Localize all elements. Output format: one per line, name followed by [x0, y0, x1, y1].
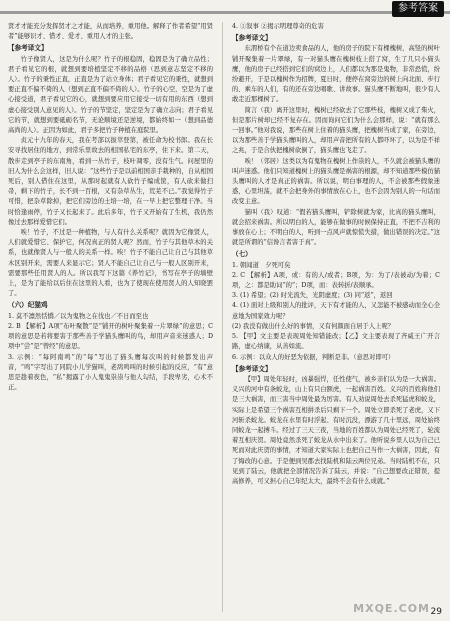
paragraph: 1. 朝闻道 夕死可矣 [232, 261, 291, 269]
paragraph: 简言（我）离开这里时，槐树已经砍去了它那些枝，槐树又成了柴火，但是那片树却已经不复存在。因而询问它们为什么会那样，说：“就有那么一回事。”他对我说，那些在树上住着的猫头鹰，把槐树当成了家，在旁边，以为那些善于学猫头鹰叫的人，却用声音把所有的人都吓坏了，以为是不祥之兆，于是合伙把槐树砍倒了，猫头鹰也飞走了。 [232, 106, 440, 155]
paragraph: 东渭桥有个在道边卖食品的人，他的房子的院下有棵槐树，高竖的树叶铺开聚集着一片翠绿，有一对猫头鹰在槐树枝上搭了窝，生了几只小猫头鹰，他的房子已经搭到它们的窝边上，人们都以为那是鬼物，非常恐慌，纷纷避开，于是以槐树作为招牌，夏日时，便停在窝旁边的树上向北面、步行的、乘车的人们，有的还在旁边唱歌、讲故事。猫头鹰不断地叫，很少有人敢走近那棵树了。 [232, 45, 440, 104]
section-heading: （六）纪猫鸡 [8, 301, 48, 310]
paragraph: 贞元十九年的春天，我在考部以拔萃登第，被任命为校书郎。我在长安寻找居住的地方，到常乐里故去的相国私宅的东亭，住下来。第二天，散步走到亭子的东南角，看到一丛竹子，枝叶凋零，没有生气。问屋里的旧人为什么会这样，旧人说：“这些竹子是以前相国亲手栽种的，自从相国死后，别人借住在这里，从那时起就有人砍竹子编成筐，有人砍来做扫帚，剩下的竹子，长不到一百根，又有杂草丛生，荒芜不已。”我觉得竹子可惜，把杂草除掉，把它们旁边的土培一培，在一早上把它整理干净。当时恰逢雨停，竹子又长起来了。此后多年，竹子又开始有了生机，我仍然像过去那样爱惜它们。 [8, 137, 213, 226]
paragraph: 贤才才能充分发挥贤才之才能，从而培养、重用他。解释了作者希望“用贤者”能够识才、惜才、爱才、重用人才的主张。 [8, 23, 213, 41]
paragraph: 3. 示例：“每阿南鸣”的“每”写出了猫头鹰每次叫的时候都发出声音，“鸣”字写出了同院小儿学猫叫，老鸹鸣叫的时候引起的反应，“有”意思是趁着夜色，“私”揭露了小人鬼鬼祟祟与他人勾结，手段卑劣，心术不正。 [8, 353, 213, 392]
section-heading: 【参考译文】 [8, 44, 48, 53]
answer-section-label: 参考答案 [392, 1, 444, 17]
top-header-bar [0, 0, 450, 20]
section-heading: 【参考译文】 [232, 34, 272, 43]
paragraph: 4. (1) 面对上级和别人的批评，天下有才能的人，又怎能不被感动而全心全意地为国家效力呢？ [232, 302, 440, 320]
paragraph: 5. 【甲】文主要是表现周处知错能改；【乙】文主要表现了齐威王广开言路，虚心纳谏，从善如流。 [232, 333, 440, 351]
left-column [8, 22, 213, 393]
paragraph: 3. (1) 希望；(2) 时光流失，光阴虚度；(3) 同“返”，返回 [232, 292, 393, 300]
paragraph: 【甲】周处年轻时，凶暴强悍，任性使气，被乡亲们认为是一大祸害。义兴的河中有条蛟龙，山上有只白额虎，一起祸害百姓。义兴的百姓称他们是三大祸害，而三害当中周处最为厉害。有人劝说周处去杀死猛虎和蛟龙，实际上是希望三个祸害互相拼杀后只剩下一个。周处立即杀死了老虎，又下河斩杀蛟龙。蛟龙在水里有时浮起、有时沉没，漂游了几十里远，周处始终同蛟龙一起搏斗。经过了三天三夜，当地的百姓都认为周处已经死了，轮流着互相庆贺。周处竟然杀死了蛟龙从水中出来了。他听说乡里人以为自己已死而对此庆贺的事情，才知道大家实际上也把自己当作一大祸害，因此，有了悔改的心意。于是便到吴郡去找陆机和陆云两位兄弟。当时陆机不在，只见到了陆云，他就把全部情况告诉了陆云，并说：“自己想要改正错误，提高修养，可又担心自己年纪太大，最终不会有什么成就。” [232, 375, 440, 485]
paragraph: 唉！（邻居）这类以为有鬼物在槐树上作祟的人，不久就会被猫头鹰的叫声迷惑。他们只知道槐树上的猫头鹰是祸害的根源，却不知道那些模仿猫头鹰叫的人才是真正的祸害。所以说，明白事理的人，不会被那些假象迷惑，心里坦荡，就不会把身外的事情放在心上，也不会因为别人的一句话而改变主意。 [232, 157, 440, 206]
paragraph: 1. 莫不凛然恬憍／以为鬼物之在伐也／不日而至也 [8, 312, 149, 320]
paragraph: 猫叫（我）叹道：“假若猫头鹰叫，铲除树就为家，比真的猫头鹰叫，就会招来祸害。所以明白的人，能够在做事的时候保持正直，不把不吉利的事放在心上；不明白的人，听到一点风声就惊慌失措，做出错误的决定。”这就是所谓的“信谗言者害于真”。 [232, 208, 440, 247]
page-number: 29 [430, 607, 442, 617]
paragraph: (2) 我没有做出什么好的事情，又有何颜面自居于人上呢？ [232, 322, 395, 330]
watermark-logo: MXQE.COM [353, 602, 430, 615]
right-column [232, 22, 440, 487]
column-divider [222, 22, 223, 612]
header-rule [0, 11, 450, 14]
paragraph: 竹子像贤人，这是为什么呢？竹子的根稳固，稳固是为了确立品性；君子看见它的根，就想到要培植坚定不移的品格（思到意志坚定不移的人）。竹子的秉性正直，正直是为了站立身体；君子看见它的秉性，就想到要正直不偏不倚的人（想到正直不偏不倚的人）。竹子的心空，空是为了虚心接受道，君子看见它的心，就想到要应用它接受一切有用的东西（想到虚心接受别人意见的人）。竹子的节坚定，坚定是为了确立志向；君子看见它的节，就想到要砥砺名节，无论顺境还是逆境，都始终如一（想到品德高尚的人）。正因为如此，君子多把竹子种植在庭院里。 [8, 55, 213, 135]
section-heading: （七） [232, 250, 252, 259]
section-heading: 【参考译文】 [232, 364, 272, 373]
paragraph: 6. 示例：以众人的好恶为依据，判断是非。（意思对即可） [232, 353, 395, 361]
paragraph: 2. B 【解析】A项“布叶聚散”是“铺开的树叶聚集着一片翠绿”的意思；C项的意思是若将要害于那些善于学猫头鹰叫的鸟，却用声音来迷惑人；D项中“尝”是“曾经”的意思。 [8, 322, 213, 351]
paragraph: 4. ①叙事 ②揭示明理尊奇的危害 [232, 23, 324, 30]
paragraph: 2. C 【解析】A项，或：有的人/或者；B项，为：为了/表被动/为着；C项，之：都是助词“的”；D项，而：表转折/表顺承。 [232, 271, 440, 290]
paragraph: 唉！竹子，不过是一种植物，与人有什么关系呢？就因为它像贤人，人们就爱惜它、保护它，何况真正的贤人呢？然而，竹子与其他草木的关系，也就像贤人与一般人的关系一样。唉！竹子不能自己让自己与其他草木区别开来，需要人来显示它；贤人不能自己让自己与一般人区别开来，需要那些任用贤人的人。所以我写下这篇《养竹记》，书写在亭子的墙壁上，是为了能给以后住在这里的人看，也为了使现在使用贤人的人知晓罢了。 [8, 229, 213, 298]
